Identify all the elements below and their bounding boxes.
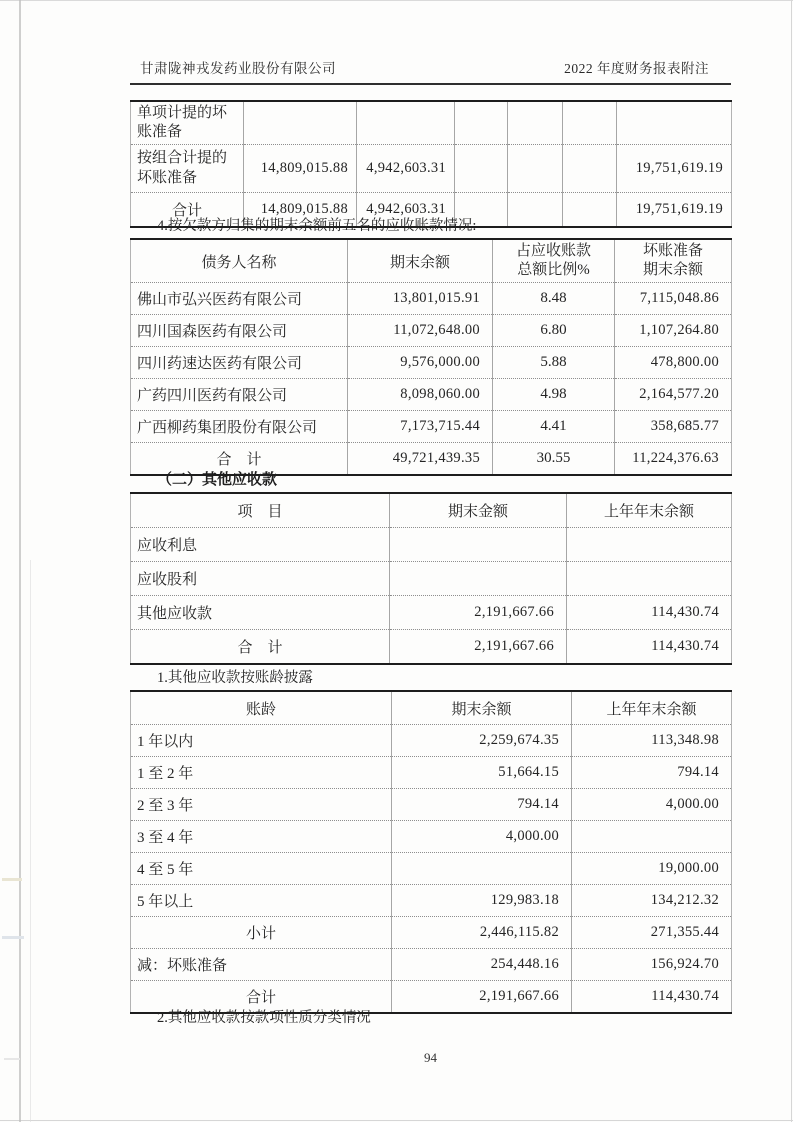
- prior-year-cell: [567, 528, 732, 562]
- table-row: [131, 821, 732, 853]
- row-label-cell: 合计: [131, 193, 244, 228]
- bad-debt-cell: 2,164,577.20: [615, 379, 732, 411]
- table-row: [131, 853, 732, 885]
- prior-year-cell: 794.14: [572, 757, 732, 789]
- debtor-name-cell: 四川药速达医药有限公司: [131, 347, 348, 379]
- prior-year-cell: 114,430.74: [567, 596, 732, 630]
- ending-balance-cell: 8,098,060.00: [348, 379, 493, 411]
- ending-balance-cell: 13,801,015.91: [348, 283, 493, 315]
- table-row: [131, 528, 732, 562]
- label-line: 单项计提的坏: [137, 104, 228, 121]
- value-cell: 19,751,619.19: [617, 193, 732, 228]
- scan-artifact: [0, 0, 793, 1]
- value-cell: [455, 101, 508, 145]
- debtor-name-cell: 广西柳药集团股份有限公司: [131, 411, 348, 443]
- percent-cell: 5.88: [493, 347, 615, 379]
- item-header: 项 目: [237, 504, 283, 520]
- value-cell: 4,942,603.31: [357, 193, 455, 228]
- subtotal-label-cell: 小计: [131, 917, 392, 949]
- value-cell: [508, 101, 563, 145]
- bad-debt-cell: 11,224,376.63: [615, 443, 732, 476]
- header-rule: [130, 83, 731, 85]
- ending-balance-header: 期末余额: [348, 239, 493, 283]
- table-row: [131, 347, 732, 379]
- bad-debt-provision-table: [130, 100, 732, 228]
- ending-balance-cell: 9,576,000.00: [348, 347, 493, 379]
- value-cell: [357, 101, 455, 145]
- table-row: [131, 411, 732, 443]
- ending-balance-cell: 7,173,715.44: [348, 411, 493, 443]
- section-title-other-receivables: （二）其他应收款: [157, 472, 278, 488]
- bad-debt-header: [615, 239, 732, 283]
- scan-artifact: [0, 1120, 793, 1121]
- prior-year-cell: 114,430.74: [567, 630, 732, 665]
- ending-balance-cell: 4,000.00: [392, 821, 572, 853]
- ending-balance-cell: 2,259,674.35: [392, 725, 572, 757]
- page-number: 94: [424, 1050, 437, 1065]
- debtor-name-cell: 四川国森医药有限公司: [131, 315, 348, 347]
- label-line: 坏账准备: [137, 169, 198, 186]
- note-nature-classification: 2.其他应收款按款项性质分类情况: [157, 1010, 371, 1026]
- ending-balance-header: 期末余额: [392, 691, 572, 725]
- aging-cell: 1 年以内: [131, 725, 392, 757]
- prior-year-cell: 271,355.44: [572, 917, 732, 949]
- header-line: 期末余额: [642, 262, 703, 278]
- page-header: [130, 57, 731, 77]
- scan-artifact: [30, 560, 31, 1122]
- total-label-cell: 合 计: [131, 443, 348, 476]
- note-top5-receivables: 4.按欠款方归集的期末余额前五名的应收账款情况:: [157, 218, 477, 234]
- percent-cell: 4.98: [493, 379, 615, 411]
- table-row-subtotal: [131, 917, 732, 949]
- aging-cell: 5 年以上: [131, 885, 392, 917]
- ending-amount-cell: [390, 562, 567, 596]
- percent-cell: 4.41: [493, 411, 615, 443]
- table-row: [131, 725, 732, 757]
- row-label-cell: [131, 101, 244, 145]
- prior-year-cell: 4,000.00: [572, 789, 732, 821]
- value-cell: 4,942,603.31: [357, 145, 455, 193]
- percent-header: [493, 239, 615, 283]
- debtor-name-cell: 佛山市弘兴医药有限公司: [131, 283, 348, 315]
- aging-cell: 1 至 2 年: [131, 757, 392, 789]
- table-row: [131, 101, 732, 145]
- ending-balance-cell: 254,448.16: [392, 949, 572, 981]
- table-row: [131, 315, 732, 347]
- prior-year-cell: 156,924.70: [572, 949, 732, 981]
- percent-cell: 30.55: [493, 443, 615, 476]
- prior-year-cell: 19,000.00: [572, 853, 732, 885]
- label-line: 按组合计提的: [137, 150, 228, 166]
- aging-cell: 3 至 4 年: [131, 821, 392, 853]
- aging-header: 账龄: [245, 701, 276, 718]
- prior-year-cell: [567, 562, 732, 596]
- top5-receivables-table: [130, 238, 732, 476]
- item-cell: 应收利息: [131, 528, 390, 562]
- table-header-row: [131, 239, 732, 283]
- label-line: 账准备: [137, 124, 183, 140]
- table-row: [131, 789, 732, 821]
- document-title: 2022 年度财务报表附注: [564, 61, 709, 76]
- bad-debt-cell: 7,115,048.86: [615, 283, 732, 315]
- debtor-name-header: 债务人名称: [201, 254, 277, 271]
- note-aging-disclosure: 1.其他应收款按账龄披露: [157, 670, 313, 686]
- bad-debt-cell: 478,800.00: [615, 347, 732, 379]
- prior-year-header: 上年年末余额: [567, 493, 732, 528]
- header-line: 坏账准备: [642, 243, 703, 260]
- debtor-name-cell: 广药四川医药有限公司: [131, 379, 348, 411]
- prior-year-cell: [572, 821, 732, 853]
- ending-balance-cell: 11,072,648.00: [348, 315, 493, 347]
- company-name: 甘肃陇神戎发药业股份有限公司: [140, 61, 336, 76]
- aging-cell: 2 至 3 年: [131, 789, 392, 821]
- scan-artifact: [2, 878, 22, 881]
- ending-balance-cell: [392, 853, 572, 885]
- table-row: [131, 379, 732, 411]
- value-cell: 14,809,015.88: [244, 145, 357, 193]
- aging-cell: 4 至 5 年: [131, 853, 392, 885]
- header-line: 占应收账款: [515, 243, 591, 260]
- bad-debt-cell: 1,107,264.80: [615, 315, 732, 347]
- value-cell: 14,809,015.88: [244, 193, 357, 228]
- value-cell: [617, 101, 732, 145]
- value-cell: [508, 193, 563, 228]
- total-label-cell: 合 计: [131, 630, 390, 665]
- item-cell: 应收股利: [131, 562, 390, 596]
- value-cell: 19,751,619.19: [617, 145, 732, 193]
- table-row: [131, 596, 732, 630]
- ending-balance-cell: 51,664.15: [392, 757, 572, 789]
- ending-amount-cell: 2,191,667.66: [390, 630, 567, 665]
- table-row: [131, 283, 732, 315]
- ending-amount-cell: [390, 528, 567, 562]
- item-cell: 其他应收款: [131, 596, 390, 630]
- bad-debt-cell: 358,685.77: [615, 411, 732, 443]
- value-cell: [508, 145, 563, 193]
- prior-year-cell: 113,348.98: [572, 725, 732, 757]
- value-cell: [244, 101, 357, 145]
- ending-balance-cell: 49,721,439.35: [348, 443, 493, 476]
- header-line: 总额比例%: [517, 262, 590, 278]
- value-cell: [563, 193, 617, 228]
- table-row: [131, 145, 732, 193]
- table-row-total: [131, 630, 732, 665]
- scan-artifact: [19, 0, 21, 1122]
- other-receivables-table: [130, 492, 732, 665]
- ending-balance-cell: 794.14: [392, 789, 572, 821]
- less-bad-debt-cell: 减：坏账准备: [131, 949, 392, 981]
- table-row: [131, 757, 732, 789]
- prior-year-cell: 134,212.32: [572, 885, 732, 917]
- table-header-row: [131, 493, 732, 528]
- scan-artifact: [4, 1058, 20, 1060]
- scan-artifact: [791, 0, 792, 1122]
- row-label-cell: [131, 145, 244, 193]
- scan-artifact: [2, 936, 24, 939]
- value-cell: [455, 145, 508, 193]
- percent-cell: 8.48: [493, 283, 615, 315]
- table-row: [131, 562, 732, 596]
- prior-year-header: 上年年末余额: [572, 691, 732, 725]
- table-header-row: [131, 691, 732, 725]
- prior-year-cell: 114,430.74: [572, 981, 732, 1014]
- total-label-cell: 合计: [131, 981, 392, 1014]
- ending-amount-header: 期末金额: [390, 493, 567, 528]
- percent-cell: 6.80: [493, 315, 615, 347]
- table-row: [131, 949, 732, 981]
- table-row: [131, 885, 732, 917]
- ending-balance-cell: 2,191,667.66: [392, 981, 572, 1014]
- value-cell: [563, 101, 617, 145]
- value-cell: [563, 145, 617, 193]
- ending-amount-cell: 2,191,667.66: [390, 596, 567, 630]
- aging-table: [130, 690, 732, 1014]
- ending-balance-cell: 129,983.18: [392, 885, 572, 917]
- ending-balance-cell: 2,446,115.82: [392, 917, 572, 949]
